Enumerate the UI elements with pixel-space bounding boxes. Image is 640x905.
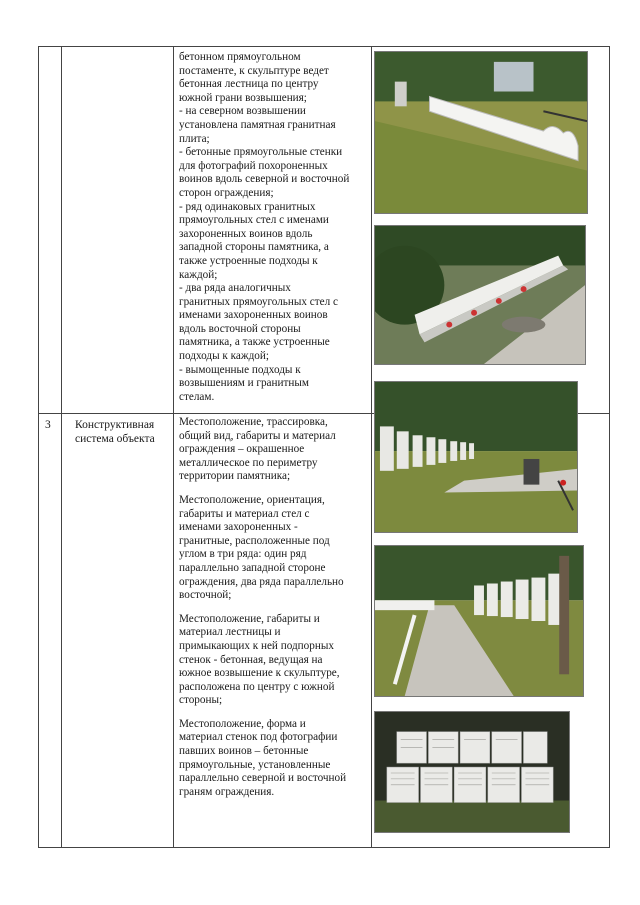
row-label: Конструктивная система объекта: [75, 419, 155, 445]
photo-stele-row-fence: [374, 545, 584, 697]
photo-granite-plates: [374, 711, 570, 833]
column-divider: [371, 47, 372, 847]
photo-white-wall: [374, 51, 588, 214]
continuation-description: бетонном прямоугольном постаменте, к скульптуре ведет бетонная лестница по центру южной грани возвышения; - на северном возвышении установлена памятная гранитная плита; - бетонные прямоугольные стенки для фотографий похороненных воинов вдоль северной и восточной сторон ограждения; - ряд одинаковых гранитных прямоугольных стел с именами захороненных воинов вдоль западной стороны памятника, а также устроенные подходы к каждой; - два ряда аналогичных гранитных прямоугольных стел с именами захороненных воинов вдоль восточной стороны памятника, а также устроенные подходы к каждой; - вымощенные подходы к возвышениям и гранитным стелам.: [179, 51, 350, 403]
steles-paragraph: Местоположение, ориентация, габариты и материал стел с именами захороненных - гранитные, расположенные под углом в три ряда: один ряд параллельно западной стороне ограждения, два ряда параллельно восточной;: [179, 493, 344, 602]
row-description: [179, 416, 369, 809]
fence-paragraph: Местоположение, трассировка, общий вид, габариты и материал ограждения – окрашенное металлическое по периметру территории памятника;: [179, 416, 336, 483]
column-divider: [173, 47, 174, 847]
column-divider: [61, 47, 62, 847]
photo-stele-rows: [374, 381, 578, 533]
staircase-paragraph: Местоположение, габариты и материал лестницы и примыкающих к ней подпорных стенок - бетонная, ведущая на южное возвышение к скульптуре, расположена по центру с южной стороны;: [179, 612, 340, 707]
document-table: [38, 46, 610, 848]
photo-memorial-wall: [374, 225, 586, 365]
row-number: 3: [45, 419, 51, 431]
walls-paragraph: Местоположение, форма и материал стенок под фотографии павших воинов – бетонные прямоугольные, установленные параллельно северной и восточной граням ограждения.: [179, 717, 347, 798]
